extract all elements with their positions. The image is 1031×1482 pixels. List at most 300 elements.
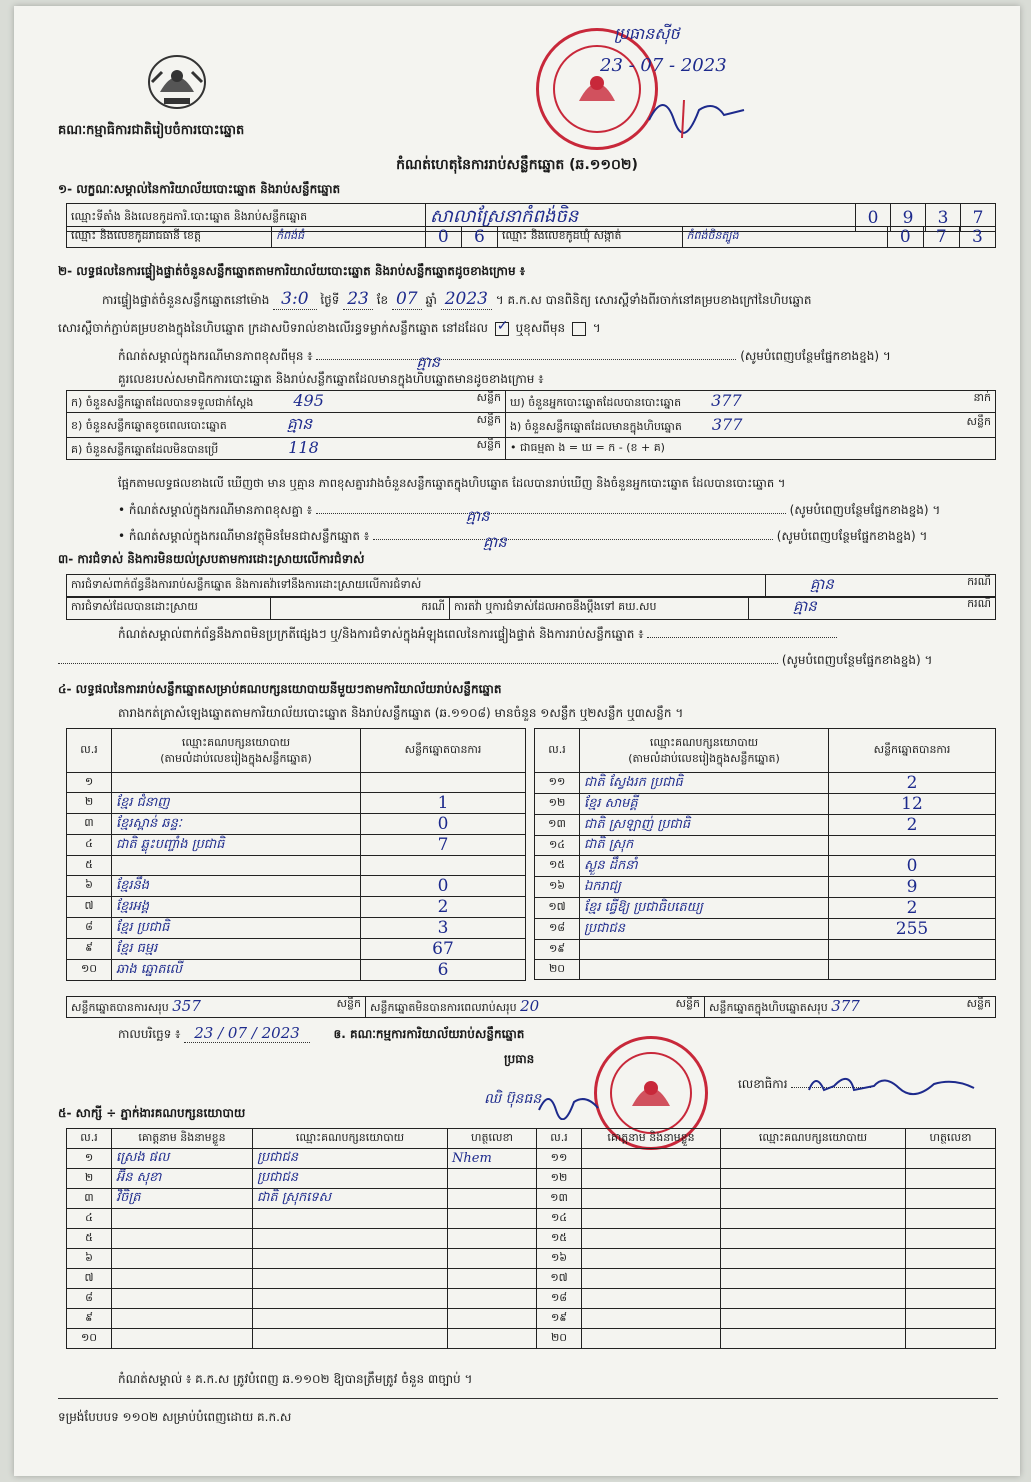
party-row-no: ១៥: [535, 856, 580, 877]
col-no-header-right: ល.រ: [535, 729, 580, 773]
witness-row-name: [112, 1329, 253, 1349]
witness-row-no-right: ១៨: [537, 1289, 582, 1309]
day-value: 23: [343, 289, 373, 310]
party-row: [67, 918, 526, 939]
province-code-1: 0: [425, 227, 461, 248]
same-checkbox[interactable]: ✓: [496, 317, 509, 334]
date-label: កាលបរិច្ឆេទ ៖: [118, 1027, 181, 1041]
different-checkbox[interactable]: [572, 322, 586, 336]
received-date: 23 - 07 - 2023: [600, 55, 727, 76]
counts-row: [67, 438, 996, 460]
witness-col-sign-right: ហត្ថលេខា: [906, 1129, 996, 1149]
year-label: ឆ្នាំ: [425, 293, 437, 307]
irregularity-hint: (សូមបំពេញបន្ថែមផ្នែកខាងខ្នង) ។: [781, 653, 933, 667]
witness-row-name: [112, 1309, 253, 1329]
party-row-name: ជាតិ ស្វែងរក ប្រជាធិ: [580, 773, 829, 794]
col-party-sub-right: (តាមលំដាប់លេខរៀងក្នុងសន្លឹកឆ្នោត): [628, 751, 780, 765]
witness-row-name-right: [582, 1189, 721, 1209]
witness-row-signature-right: [906, 1329, 996, 1349]
place-code-2: 9: [891, 204, 926, 232]
witness-row-signature: [448, 1249, 537, 1269]
witness-row: [67, 1329, 996, 1349]
witness-row-signature: [448, 1189, 537, 1209]
witness-row-name: អ៊ិន សុខា: [112, 1169, 253, 1189]
party-row-no: ៥: [67, 856, 112, 876]
witness-row-party: [253, 1249, 448, 1269]
irregularity-label: កំណត់សម្គាល់ពាក់ព័ន្ធនឹងភាពមិនប្រក្រតីផ្សេងៗ ឬ/និងការជំទាស់ក្នុងអំឡុងពេលនៃការផ្ទៀងផ្ទាត់ និងការរាប់សន្លឹកឆ្នោត ៖: [118, 627, 644, 641]
commune-code-1: 0: [887, 227, 923, 248]
bullet2-label: • កំណត់សម្គាល់ក្នុងករណីមានវត្ថុមិនមែនជាសន្លឹកឆ្នោត ៖: [118, 529, 370, 543]
tally-intro: តារាងកត់ត្រាសំឡេងឆ្នោតតាមការិយាល័យបោះឆ្នោត និងរាប់សន្លឹកឆ្នោត (ឆ.១១០៨) មានចំនួន ១សន្លឹក ឬ២សន្លឹក ឬ៣សន្លឹក ។: [118, 706, 684, 720]
party-row: [67, 835, 526, 856]
witness-row-party-right: [721, 1189, 906, 1209]
party-row-votes: [829, 836, 996, 856]
party-row-votes: 3: [361, 918, 526, 939]
bullet1-value: គ្មាន: [465, 507, 490, 525]
witness-row-signature-right: [906, 1149, 996, 1169]
place-code-4: 7: [961, 204, 996, 232]
month-label: ខែ: [376, 293, 389, 307]
witness-table: [66, 1128, 996, 1349]
witness-row-no: ១: [67, 1149, 112, 1169]
party-row-votes: 9: [829, 877, 996, 898]
witness-row-signature-right: [906, 1309, 996, 1329]
party-row-name: ជាតិ ឆ្លុះបញ្ចាំង ប្រជាធិ: [112, 835, 361, 856]
party-row-votes: [361, 856, 526, 876]
witness-row-signature: [448, 1269, 537, 1289]
official-stamp-top: [536, 28, 658, 150]
chair-signer: ឈិ ប៊ុនធន: [484, 1091, 542, 1107]
witness-row-party: ប្រជាជន: [253, 1169, 448, 1189]
party-row-votes: 7: [361, 835, 526, 856]
party-row-name: ខ្មែរ ធម្មរ: [112, 939, 361, 960]
witness-row-no-right: ១៣: [537, 1189, 582, 1209]
witness-row-no-right: ១៦: [537, 1249, 582, 1269]
count-b-value: គ្មាន: [286, 414, 313, 433]
count-a-label: ក) ចំនួនសន្លឹកឆ្នោតដែលបានទទួលជាក់ស្តែង: [71, 396, 254, 409]
witness-row: [67, 1169, 996, 1189]
objection-row2-unit-right: ករណី: [967, 597, 991, 610]
party-row-name: ឯករាជ្យ: [580, 877, 829, 898]
province-label: ឈ្មោះ និងលេខកូដរាជធានី ខេត្ត: [67, 227, 272, 248]
party-row: [535, 815, 996, 836]
day-label: ថ្ងៃទី: [320, 293, 340, 307]
objections-table: [66, 574, 996, 598]
lock-line-text: សោរស្ពឺចាក់ភ្ជាប់គម្របខាងក្នុងនៃហិបឆ្នោត ក្រដាសបិទរាល់ខាងលើរន្ធទម្លាក់សន្លឹកឆ្នោត នៅដដែល: [58, 321, 488, 335]
witness-row: [67, 1229, 996, 1249]
witness-row-signature: [448, 1289, 537, 1309]
witness-row-signature: Nhem: [448, 1149, 537, 1169]
party-row-votes: 255: [829, 919, 996, 940]
count-e-label: ង) ចំនួនសន្លឹកឆ្នោតដែលមានក្នុងហិបឆ្នោត: [510, 419, 682, 433]
party-row-votes: 6: [361, 960, 526, 981]
irregularity-note: [118, 626, 998, 644]
commune-code-3: 3: [959, 227, 995, 248]
place-code-3: 3: [926, 204, 961, 232]
objection-row1-value: គ្មាន: [810, 575, 834, 593]
chair-signature: [534, 1086, 604, 1120]
witness-row-signature-right: [906, 1269, 996, 1289]
party-row-no: ៧: [67, 897, 112, 918]
witness-row-signature: [448, 1209, 537, 1229]
count-a-unit: សន្លឹក: [476, 391, 501, 404]
witness-row: [67, 1289, 996, 1309]
party-row: [535, 856, 996, 877]
witness-row-name: [112, 1249, 253, 1269]
objection-row1-unit: ករណី: [967, 575, 991, 588]
party-row-votes: 0: [361, 814, 526, 835]
party-row: [535, 794, 996, 815]
witness-row-no-right: ១១: [537, 1149, 582, 1169]
party-row-votes: 2: [829, 815, 996, 836]
section3-heading: ៣- ការជំទាស់ និងការមិនយល់ស្របតាមការដោះស្រាយលើការជំទាស់: [58, 552, 365, 566]
counts-intro: គួរលេខរបស់សមាជិកការបោះឆ្នោត និងរាប់សន្លឹកឆ្នោតដែលមានក្នុងហិបឆ្នោតមានដូចខាងក្រោម ៖: [118, 372, 544, 386]
witness-row-party-right: [721, 1269, 906, 1289]
party-row: [535, 898, 996, 919]
party-row-no: ១: [67, 773, 112, 793]
witness-row-signature-right: [906, 1229, 996, 1249]
party-row-no: ១៧: [535, 898, 580, 919]
witness-row-party: [253, 1209, 448, 1229]
party-row-votes: 0: [361, 876, 526, 897]
party-row-name: ខ្មែរ ធ្វើឱ្យ ប្រជាធិបតេយ្យ: [580, 898, 829, 919]
party-row-no: ៤: [67, 835, 112, 856]
witness-row-no: ៦: [67, 1249, 112, 1269]
objection-row1-label: ការជំទាស់ពាក់ព័ន្ធនឹងការរាប់សន្លឹកឆ្នោត និងការតវ៉ាទៅនឹងការដោះស្រាយលើការជំទាស់: [67, 575, 766, 598]
totals-table: [66, 996, 996, 1018]
party-row-name: ស្ងួន ដឹកនាំ: [580, 856, 829, 877]
witness-col-party: ឈ្មោះគណបក្សនយោបាយ: [253, 1129, 448, 1149]
witness-row-name-right: [582, 1249, 721, 1269]
province-value: កំពង់ធំ: [272, 227, 426, 248]
party-row: [535, 773, 996, 794]
total-invalid-label: សន្លឹកឆ្នោតមិនបានការពេលរាប់សរុប: [370, 1001, 517, 1014]
witness-row: [67, 1189, 996, 1209]
witness-row-name: ស្រេង ផល: [112, 1149, 253, 1169]
witness-row-no: ៣: [67, 1189, 112, 1209]
party-row-votes: 0: [829, 856, 996, 877]
witness-row-name: [112, 1269, 253, 1289]
witness-row-no: ២: [67, 1169, 112, 1189]
committee-label: ឲ. គណៈកម្មការការិយាល័យរាប់សន្លឹកឆ្នោត: [333, 1027, 525, 1041]
witness-row-party-right: [721, 1149, 906, 1169]
party-row: [535, 919, 996, 940]
witness-row-name: [112, 1289, 253, 1309]
witness-row-no-right: ១៤: [537, 1209, 582, 1229]
commune-label: ឈ្មោះ និងលេខកូដឃុំ សង្កាត់: [497, 227, 682, 248]
party-row-no: ៩: [67, 939, 112, 960]
place-code-1: 0: [856, 204, 891, 232]
witness-row: [67, 1209, 996, 1229]
note-hint: (សូមបំពេញបន្ថែមផ្នែកខាងខ្នង) ។: [740, 349, 891, 363]
witness-row-party-right: [721, 1289, 906, 1309]
party-row: [67, 793, 526, 814]
objection-row2-label: ការជំទាស់ដែលបានដោះស្រាយ: [67, 597, 271, 620]
count-c-unit: សន្លឹក: [476, 438, 501, 451]
witness-row-name-right: [582, 1309, 721, 1329]
witness-col-party-right: ឈ្មោះគណបក្សនយោបាយ: [721, 1129, 906, 1149]
witness-row-party-right: [721, 1209, 906, 1229]
party-row-name: ឆាង ឆ្នោតលើ: [112, 960, 361, 981]
witness-row-party: ប្រជាជន: [253, 1149, 448, 1169]
total-valid-label: សន្លឹកឆ្នោតបានការសរុប: [71, 1001, 169, 1014]
section4-heading: ៤- លទ្ធផលនៃការរាប់សន្លឹកឆ្នោតសម្រាប់គណបក្សនយោបាយនីមួយៗតាមការិយាល័យរាប់សន្លឹកឆ្នោត: [58, 682, 502, 696]
note-label: កំណត់សម្គាល់ក្នុងករណីមានភាពខុសពីមុន ៖: [118, 349, 313, 363]
witness-row-signature-right: [906, 1189, 996, 1209]
formula-note: • ជាធម្មតា ង = ឃ = ក - (ខ + គ): [506, 438, 996, 460]
col-party-header-right: ឈ្មោះគណបក្សនយោបាយ: [649, 735, 759, 749]
witness-row-signature: [448, 1169, 537, 1189]
note-value: គ្មាន: [416, 353, 441, 371]
form-title: កំណត់ហេតុនៃការរាប់សន្លឹកឆ្នោត (ឆ.១១០២): [396, 157, 638, 173]
witness-col-no: ល.រ: [67, 1129, 112, 1149]
party-row: [67, 939, 526, 960]
witness-row-name-right: [582, 1269, 721, 1289]
total-box-label: សន្លឹកឆ្នោតក្នុងហិបឆ្នោតសរុប: [709, 1001, 828, 1014]
bullet2-value: គ្មាន: [482, 533, 507, 551]
year-value: 2023: [441, 289, 492, 310]
time-prefix: ការផ្ទៀងផ្ទាត់ចំនួនសន្លឹកឆ្នោតនៅម៉ោង: [102, 293, 270, 307]
party-row-name: ខ្មែរនឹង: [112, 876, 361, 897]
commune-code-2: 7: [923, 227, 959, 248]
witness-row-no-right: ១២: [537, 1169, 582, 1189]
witness-row-party-right: [721, 1249, 906, 1269]
witness-row-party: [253, 1329, 448, 1349]
witness-row-no: ៤: [67, 1209, 112, 1229]
party-row-name: ខ្មែរ ជំនាញ: [112, 793, 361, 814]
party-row: [67, 856, 526, 876]
party-row-name: ខ្មែរ សាមគ្គី: [580, 794, 829, 815]
party-row-no: ២: [67, 793, 112, 814]
party-row-no: ១៦: [535, 877, 580, 898]
counts-row: [67, 391, 996, 413]
total-box-value: 377: [831, 997, 860, 1015]
count-d-label: ឃ) ចំនួនអ្នកបោះឆ្នោតដែលបានបោះឆ្នោត: [510, 396, 682, 409]
party-row-name: [580, 940, 829, 960]
witness-row-party: [253, 1289, 448, 1309]
party-row: [535, 877, 996, 898]
party-row: [535, 960, 996, 980]
party-row: [67, 773, 526, 793]
total-valid-unit: សន្លឹក: [336, 997, 361, 1010]
party-row-votes: 2: [829, 898, 996, 919]
count-b-unit: សន្លឹក: [476, 413, 501, 426]
objection-row2-mid: ការតវ៉ា ឬការជំទាស់ដែលអាចនឹងប្តឹងទៅ គឃ.សប: [450, 597, 749, 620]
party-votes-table-right: [534, 728, 996, 980]
witness-row-signature: [448, 1329, 537, 1349]
col-party-header: ឈ្មោះគណបក្សនយោបាយ: [181, 735, 291, 749]
witness-row-signature-right: [906, 1289, 996, 1309]
witness-row-name-right: [582, 1209, 721, 1229]
total-invalid-unit: សន្លឹក: [675, 997, 700, 1010]
witness-row-party: [253, 1269, 448, 1289]
party-row-no: ១០: [67, 960, 112, 981]
witness-row-party-right: [721, 1169, 906, 1189]
count-c-value: 118: [288, 438, 319, 457]
count-e-unit: សន្លឹក: [966, 414, 991, 428]
witness-row-party: [253, 1309, 448, 1329]
footnote: កំណត់សម្គាល់ ៖ គ.ក.ស ត្រូវបំពេញ ឆ.១១០២ ឱ្យបានត្រឹមត្រូវ ចំនួន ៣ច្បាប់ ។: [118, 1372, 473, 1386]
counts-table: [66, 390, 996, 460]
party-row-no: ២០: [535, 960, 580, 980]
witness-col-no-right: ល.រ: [537, 1129, 582, 1149]
witness-row-no: ១០: [67, 1329, 112, 1349]
party-row-votes: [829, 940, 996, 960]
irregularity-line-2: [58, 652, 998, 670]
province-code-2: 6: [461, 227, 497, 248]
count-c-label: គ) ចំនួនសន្លឹកឆ្នោតដែលមិនបានប្រើ: [71, 443, 219, 456]
witness-row-name: វិចិត្រ: [112, 1189, 253, 1209]
witness-row-signature-right: [906, 1209, 996, 1229]
party-row-no: ១៤: [535, 836, 580, 856]
party-votes-table-left: [66, 728, 526, 981]
party-row-votes: 2: [829, 773, 996, 794]
party-row: [535, 836, 996, 856]
objection-row2-unit: ករណី: [271, 597, 450, 620]
party-row-no: ១៨: [535, 919, 580, 940]
witness-row-no-right: ១៧: [537, 1269, 582, 1289]
witness-col-sign: ហត្ថលេខា: [448, 1129, 537, 1149]
party-row-no: ១៩: [535, 940, 580, 960]
verification-line: [102, 289, 812, 310]
counts-row: [67, 413, 996, 438]
witness-row-no: ៩: [67, 1309, 112, 1329]
party-row-no: ១២: [535, 794, 580, 815]
party-row-votes: 67: [361, 939, 526, 960]
witness-row-name-right: [582, 1229, 721, 1249]
count-e-value: 377: [711, 414, 743, 434]
party-row: [67, 876, 526, 897]
witness-row-name: [112, 1209, 253, 1229]
party-row-name: ជាតិ ស្រឡាញ់ ប្រជាធិ: [580, 815, 829, 836]
place-value: សាលាស្រែនាកំពង់ចិន: [426, 204, 856, 232]
commune-value: កំពង់ចិនត្បូង: [682, 227, 887, 248]
date-value: 23 / 07 / 2023: [184, 1024, 310, 1043]
witness-row-name-right: [582, 1329, 721, 1349]
witness-row-no: ៥: [67, 1229, 112, 1249]
lock-line-or: ឬខុសពីមុន: [515, 321, 566, 335]
witness-row-no: ៧: [67, 1269, 112, 1289]
witness-row-party-right: [721, 1329, 906, 1349]
witness-row: [67, 1249, 996, 1269]
party-row-votes: [361, 773, 526, 793]
party-row: [67, 960, 526, 981]
footer-rule: [58, 1398, 998, 1399]
col-votes-header-right: សន្លឹកឆ្នោតបានការ: [829, 729, 996, 773]
total-invalid-value: 20: [520, 997, 540, 1015]
place-label: ឈ្មោះទីតាំង និងលេខកូដការិ.បោះឆ្នោត និងរាប់សន្លឹកឆ្នោត: [67, 204, 426, 232]
authority-name: គណៈកម្មាធិការជាតិរៀបចំការបោះឆ្នោត: [58, 123, 245, 138]
diff-bullet-1: [118, 502, 998, 525]
party-row-votes: [829, 960, 996, 980]
emblem-icon: [142, 52, 212, 114]
witness-row-party-right: [721, 1309, 906, 1329]
party-row-no: ៨: [67, 918, 112, 939]
witness-row-name: [112, 1229, 253, 1249]
secretary-label: លេខាធិការ: [738, 1077, 788, 1091]
witness-row-no: ៨: [67, 1289, 112, 1309]
col-votes-header: សន្លឹកឆ្នោតបានការ: [361, 729, 526, 773]
witness-row-no-right: ១៥: [537, 1229, 582, 1249]
count-d-value: 377: [711, 391, 742, 410]
bullet2-hint: (សូមបំពេញបន្ថែមផ្នែកខាងខ្នង) ។: [776, 529, 928, 543]
party-row-name: [580, 960, 829, 980]
received-label: ប្រធានស៊ីថ: [614, 24, 680, 43]
total-valid-value: 357: [172, 997, 201, 1015]
form-note: ទម្រង់បែបបទ ១១០២ សម្រាប់បំពេញដោយ គ.ក.ស: [58, 1410, 292, 1424]
witness-row: [67, 1309, 996, 1329]
count-b-label: ខ) ចំនួនសន្លឹកឆ្នោតខូចពេលបោះឆ្នោត: [71, 419, 227, 432]
count-d-unit: នាក់: [973, 391, 991, 404]
party-row: [67, 897, 526, 918]
party-row: [67, 814, 526, 835]
party-row-no: ៣: [67, 814, 112, 835]
party-row-no: ៦: [67, 876, 112, 897]
witness-row-party: ជាតិ ស្រុកទេស: [253, 1189, 448, 1209]
witness-col-name: គោត្តនាម និងនាមខ្លួន: [112, 1129, 253, 1149]
party-row-name: [112, 773, 361, 793]
received-signature: [644, 80, 754, 140]
party-row-no: ១៣: [535, 815, 580, 836]
province-table: [66, 226, 996, 248]
witness-row-name-right: [582, 1149, 721, 1169]
party-row-name: ខ្មែរ ប្រជាធិ: [112, 918, 361, 939]
section5-heading: ៥- សាក្សី ÷ ភ្នាក់ងារគណបក្សនយោបាយ: [58, 1106, 246, 1120]
party-row-name: ខ្មែរអង្គ: [112, 897, 361, 918]
witness-row: [67, 1149, 996, 1169]
witness-row-signature-right: [906, 1249, 996, 1269]
lock-line: សោរស្ពឺចាក់ភ្ជាប់គម្របខាងក្នុងនៃហិបឆ្នោត ក្រដាសបិទរាល់ខាងលើរន្ធទម្លាក់សន្លឹកឆ្នោត នៅដដែល ✓ ឬខុសពីមុន ។: [58, 317, 601, 335]
party-row-name: ជាតិ ស្រុក: [580, 836, 829, 856]
section2-heading: ២- លទ្ធផលនៃការផ្ទៀងផ្ទាត់ចំនួនសន្លឹកឆ្នោតតាមការិយាល័យបោះឆ្នោត និងរាប់សន្លឹកឆ្នោតដូចខាងក្រោម ៖: [58, 264, 526, 278]
objection-row2-value: គ្មាន: [793, 597, 817, 615]
witness-row-no-right: ១៩: [537, 1309, 582, 1329]
party-row-name: ខ្មែរស្ពាន់ ឆន្ទៈ: [112, 814, 361, 835]
party-row-votes: 1: [361, 793, 526, 814]
col-no-header: ល.រ: [67, 729, 112, 773]
chair-label: ប្រធាន: [504, 1052, 535, 1066]
witness-row-signature: [448, 1309, 537, 1329]
bullet1-hint: (សូមបំពេញបន្ថែមផ្នែកខាងខ្នង) ។: [789, 503, 941, 517]
objections-table-2: [66, 596, 996, 620]
witness-row-signature: [448, 1229, 537, 1249]
party-row-no: ១១: [535, 773, 580, 794]
section1-heading: ១- លក្ខណៈសម្គាល់នៃការិយាល័យបោះឆ្នោត និងរាប់សន្លឹកឆ្នោត: [58, 182, 341, 196]
witness-row-signature-right: [906, 1169, 996, 1189]
col-party-sub: (តាមលំដាប់លេខរៀងក្នុងសន្លឹកឆ្នោត): [160, 751, 312, 765]
time-value: 3:0: [273, 289, 316, 310]
party-row-name: ប្រជាជន: [580, 919, 829, 940]
diff-bullet-2: [118, 528, 998, 551]
party-row-name: [112, 856, 361, 876]
party-row-votes: 2: [361, 897, 526, 918]
secretary-signature: [804, 1064, 984, 1104]
total-box-unit: សន្លឹក: [966, 997, 991, 1010]
witness-row-party-right: [721, 1229, 906, 1249]
date-line: [118, 1024, 524, 1044]
party-row: [535, 940, 996, 960]
party-row-votes: 12: [829, 794, 996, 815]
difference-line: ផ្អែកតាមលទ្ធផលខាងលើ ឃើញថា មាន ឬគ្មាន ភាពខុសគ្នារវាងចំនួនសន្លឹកឆ្នោតក្នុងហិបឆ្នោត ដែលបានរាប់ឃើញ និងចំនួនអ្នកបោះឆ្នោត ដែលបានបោះឆ្នោត ។: [118, 476, 786, 490]
witness-row-name-right: [582, 1289, 721, 1309]
line1-rest: ។ គ.ក.ស បានពិនិត្យ សោរស្ពឺទាំងពីរចាក់នៅគម្របខាងក្រៅនៃហិបឆ្នោត: [495, 293, 812, 307]
witness-row-party: [253, 1229, 448, 1249]
count-a-value: 495: [293, 391, 324, 410]
witness-row: [67, 1269, 996, 1289]
witness-row-name-right: [582, 1169, 721, 1189]
note-line: [118, 348, 998, 371]
witness-col-name-right: គោត្តនាម និងនាមខ្លួន: [582, 1129, 721, 1149]
